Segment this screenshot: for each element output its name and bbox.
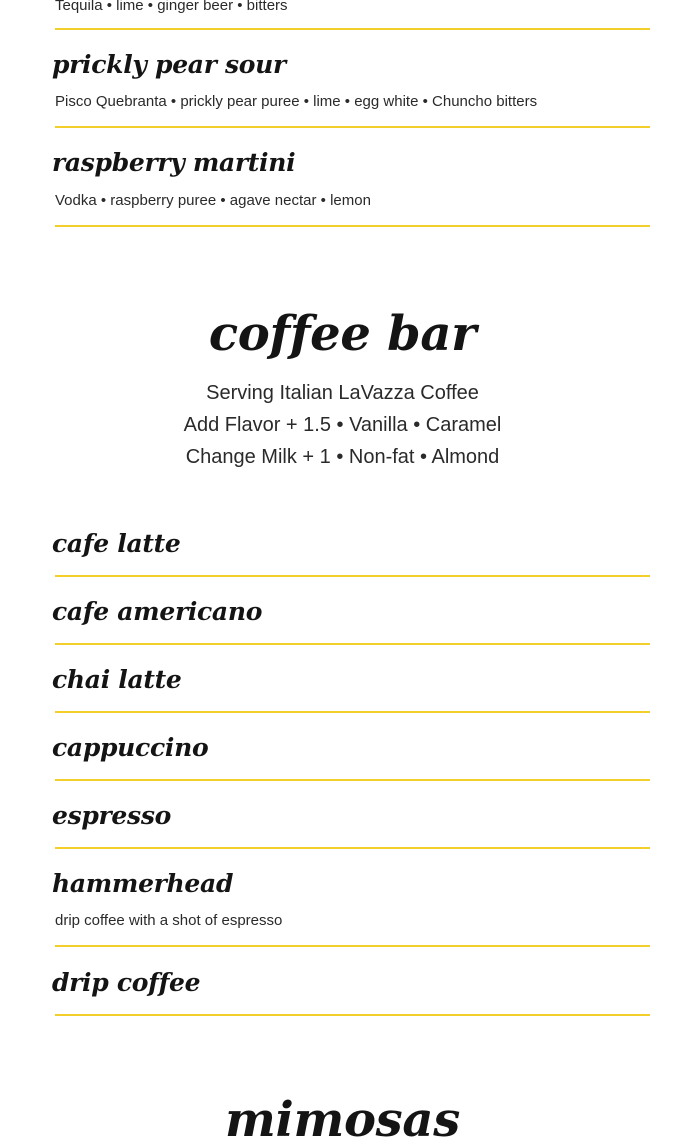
item-name: chai latte: [52, 665, 182, 694]
item-description: Vodka • raspberry puree • agave nectar • lemon: [55, 192, 371, 209]
item-description: drip coffee with a shot of espresso: [55, 912, 283, 929]
item-divider: [55, 779, 650, 781]
item-description: Pisco Quebranta • prickly pear puree • lime • egg white • Chuncho bitters: [55, 93, 538, 110]
item-name: prickly pear sour: [52, 50, 286, 79]
item-name: hammerhead: [52, 869, 234, 898]
coffee-info-line: Serving Italian LaVazza Coffee: [206, 382, 479, 404]
coffee-info-line: Add Flavor + 1.5 • Vanilla • Caramel: [183, 414, 502, 436]
section-title: coffee bar: [208, 306, 477, 362]
item-divider: [55, 945, 650, 947]
item-name: cappuccino: [52, 733, 209, 762]
item-name: drip coffee: [52, 968, 201, 997]
section-title: mimosas: [225, 1092, 460, 1148]
item-divider: [55, 643, 650, 645]
item-name: espresso: [52, 801, 171, 830]
item-divider: [55, 1014, 650, 1016]
item-name: cafe latte: [52, 529, 181, 558]
coffee-info-line: Change Milk + 1 • Non-fat • Almond: [185, 446, 500, 468]
item-name: raspberry martini: [52, 148, 296, 177]
item-description: Tequila • lime • ginger beer • bitters: [55, 0, 288, 14]
item-name: cafe americano: [52, 597, 263, 626]
item-divider: [55, 711, 650, 713]
item-divider: [55, 126, 650, 128]
item-divider: [55, 575, 650, 577]
item-divider: [55, 28, 650, 30]
item-divider: [55, 847, 650, 849]
item-divider: [55, 225, 650, 227]
